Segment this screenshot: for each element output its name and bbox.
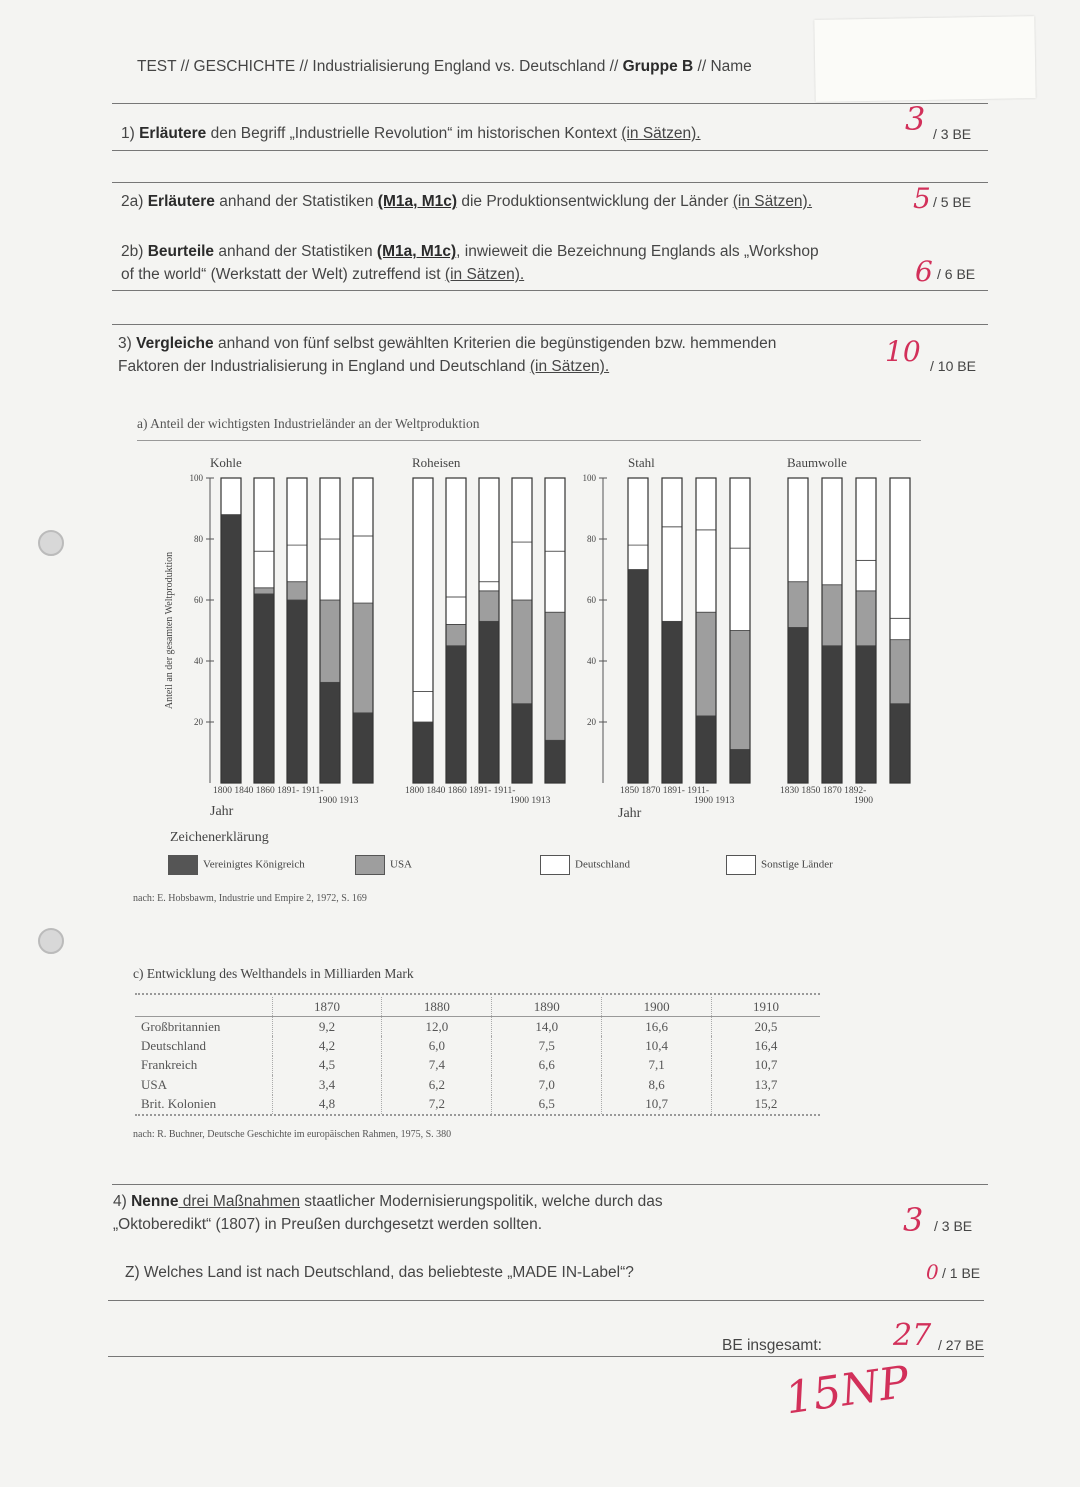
bar-segment xyxy=(446,624,466,645)
bar-segment xyxy=(890,618,910,639)
x-tick-label: 1900 1913 xyxy=(694,796,735,806)
trade-table xyxy=(135,997,820,1114)
bar-segment xyxy=(696,530,716,612)
bar-segment xyxy=(545,551,565,612)
legend-de: Deutschland xyxy=(540,855,630,875)
total-label: BE insgesamt: xyxy=(722,1337,822,1354)
bar-segment xyxy=(353,713,373,783)
name-tape xyxy=(814,16,1035,102)
table-row: Großbritannien 9,2 12,0 14,0 16,6 20,5 xyxy=(135,1017,820,1037)
bar-segment xyxy=(856,478,876,560)
legend-swatch-usa xyxy=(355,855,385,875)
task-3-max: / 10 BE xyxy=(930,358,976,374)
bar-segment xyxy=(788,478,808,582)
bar-segment xyxy=(890,640,910,704)
chart-source: nach: E. Hobsbawm, Industrie und Empire 2, 1972, S. 169 xyxy=(133,893,367,904)
trade-year: 1910 xyxy=(712,997,821,1017)
punch-hole xyxy=(38,530,64,556)
bar-segment xyxy=(788,627,808,783)
bar-segment xyxy=(254,594,274,783)
y-axis-label: Anteil an der gesamten Weltproduktion xyxy=(164,551,175,710)
bar-segment xyxy=(696,612,716,716)
bar-segment xyxy=(254,588,274,594)
bar-segment xyxy=(662,527,682,622)
bar-segment xyxy=(730,631,750,750)
bar-segment xyxy=(856,646,876,783)
legend-uk: Vereinigtes Königreich xyxy=(168,855,305,875)
bar-segment xyxy=(479,621,499,783)
bar-segment xyxy=(890,478,910,618)
group-title-roheisen: Roheisen xyxy=(412,455,461,470)
bar-segment xyxy=(730,548,750,630)
y-tick-label: 60 xyxy=(587,595,596,605)
legend-swatch-other xyxy=(726,855,756,875)
bar-segment xyxy=(413,478,433,692)
task-1: 1) Erläutere den Begriff „Industrielle Revolution“ im historischen Kontext (in Sätzen). xyxy=(121,125,701,142)
trade-title: c) Entwicklung des Welthandels in Milliarden Mark xyxy=(133,966,414,981)
bar-segment xyxy=(628,478,648,545)
bar-segment xyxy=(696,478,716,530)
bar-segment xyxy=(353,603,373,713)
legend-title: Zeichenerklärung xyxy=(170,830,269,845)
y-tick-label: 80 xyxy=(194,534,203,544)
bar-segment xyxy=(320,539,340,600)
trade-year: 1900 xyxy=(602,997,712,1017)
bar-segment xyxy=(221,515,241,783)
bar-segment xyxy=(545,612,565,740)
bar-segment xyxy=(413,722,433,783)
y-tick-label: 20 xyxy=(194,717,203,727)
bar-segment xyxy=(446,478,466,597)
y-tick-label: 20 xyxy=(587,717,596,727)
x-tick-label: 1800 1840 1860 1891- 1911- xyxy=(405,786,516,796)
bar-segment xyxy=(254,478,274,551)
bar-segment xyxy=(479,478,499,582)
task-4-score: 3 xyxy=(903,1201,924,1239)
bar-segment xyxy=(822,646,842,783)
task-z-score: 0 xyxy=(926,1260,939,1284)
table-row: Frankreich 4,5 7,4 6,6 7,1 10,7 xyxy=(135,1056,820,1076)
trade-year: 1870 xyxy=(272,997,382,1017)
bar-segment xyxy=(696,716,716,783)
task-2b-score: 6 xyxy=(915,255,933,288)
task-3: 3) Vergleiche anhand von fünf selbst gewählten Kriterien die begünstigenden bzw. hemmenden Faktoren der Industrialisierung in England und Deutschland (in Sätzen). xyxy=(118,335,777,375)
bar-segment xyxy=(287,545,307,582)
y-tick-label: 80 xyxy=(587,534,596,544)
task-4: 4) Nenne drei Maßnahmen staatlicher Modernisierungspolitik, welche durch das „Oktoberedikt“ (1807) in Preußen durchgesetzt werden sollten. xyxy=(113,1193,663,1233)
task-1-max: / 3 BE xyxy=(933,126,972,142)
legend-usa: USA xyxy=(355,855,412,875)
task-2b: 2b) Beurteile anhand der Statistiken (M1a, M1c), inwieweit die Bezeichnung Englands als „Workshop of the world“ (Werkstatt der Welt) zutreffend ist (in Sätzen). xyxy=(121,243,819,283)
legend-other: Sonstige Länder xyxy=(726,855,833,875)
bar-segment xyxy=(254,551,274,588)
y-tick-label: 40 xyxy=(194,656,203,666)
task-2a-max: / 5 BE xyxy=(933,194,972,210)
production-chart xyxy=(130,445,930,835)
bar-segment xyxy=(545,740,565,783)
bar-segment xyxy=(512,478,532,542)
bar-segment xyxy=(512,542,532,600)
task-3-score: 10 xyxy=(885,335,921,368)
task-2a: 2a) Erläutere anhand der Statistiken (M1a, M1c) die Produktionsentwicklung der Länder (in Sätzen). xyxy=(121,193,813,210)
bar-segment xyxy=(856,591,876,646)
final-grade: 15NP xyxy=(782,1356,913,1425)
x-tick-label: 1900 1913 xyxy=(318,796,359,806)
bar-segment xyxy=(730,749,750,783)
bar-segment xyxy=(822,585,842,646)
task-1-score: 3 xyxy=(905,100,926,138)
bar-segment xyxy=(730,478,750,548)
trade-table-wrap xyxy=(135,993,820,1116)
punch-hole xyxy=(38,928,64,954)
bar-segment xyxy=(512,704,532,783)
bar-segment xyxy=(353,536,373,603)
bar-segment xyxy=(479,582,499,591)
total-score: 27 xyxy=(893,1318,932,1353)
x-axis-label: Jahr xyxy=(210,804,234,819)
x-tick-label: 1850 1870 1891- 1911- xyxy=(620,786,710,796)
x-axis-label: Jahr xyxy=(618,806,642,821)
x-tick-label: 1830 1850 1870 1892- xyxy=(780,786,867,796)
x-tick-label: 1900 1913 xyxy=(510,796,551,806)
bar-segment xyxy=(545,478,565,551)
bar-segment xyxy=(788,582,808,628)
task-z-max: / 1 BE xyxy=(942,1265,981,1281)
table-row: Deutschland 4,2 6,0 7,5 10,4 16,4 xyxy=(135,1036,820,1056)
bar-segment xyxy=(320,682,340,783)
group-title-baumwolle: Baumwolle xyxy=(787,455,847,470)
table-row: Brit. Kolonien 4,8 7,2 6,5 10,7 15,2 xyxy=(135,1095,820,1115)
task-4-max: / 3 BE xyxy=(934,1218,973,1234)
bar-segment xyxy=(890,704,910,783)
bar-segment xyxy=(353,478,373,536)
y-tick-label: 100 xyxy=(582,473,596,483)
bar-segment xyxy=(221,478,241,515)
group-title-kohle: Kohle xyxy=(210,455,242,470)
bar-segment xyxy=(320,478,340,539)
y-tick-label: 60 xyxy=(194,595,203,605)
table-row: USA 3,4 6,2 7,0 8,6 13,7 xyxy=(135,1075,820,1095)
bar-segment xyxy=(320,600,340,682)
legend-swatch-de xyxy=(540,855,570,875)
bar-segment xyxy=(287,478,307,545)
x-tick-label: 1900 xyxy=(854,796,873,806)
chart-title: a) Anteil der wichtigsten Industrieländer an der Weltproduktion xyxy=(137,416,480,431)
bar-segment xyxy=(446,597,466,624)
test-header: TEST // GESCHICHTE // Industrialisierung England vs. Deutschland // Gruppe B // Name xyxy=(137,58,752,75)
trade-source: nach: R. Buchner, Deutsche Geschichte im europäischen Rahmen, 1975, S. 380 xyxy=(133,1129,452,1140)
task-2b-max: / 6 BE xyxy=(937,266,976,282)
group-title-stahl: Stahl xyxy=(628,455,655,470)
bar-segment xyxy=(446,646,466,783)
legend-swatch-uk xyxy=(168,855,198,875)
bar-segment xyxy=(512,600,532,704)
trade-year: 1890 xyxy=(492,997,602,1017)
trade-year: 1880 xyxy=(382,997,492,1017)
total-max: / 27 BE xyxy=(938,1337,984,1353)
task-z: Z) Welches Land ist nach Deutschland, das beliebteste „MADE IN-Label“? xyxy=(125,1264,634,1281)
bar-segment xyxy=(662,621,682,783)
bar-segment xyxy=(413,692,433,723)
y-tick-label: 40 xyxy=(587,656,596,666)
bar-segment xyxy=(287,600,307,783)
x-tick-label: 1800 1840 1860 1891- 1911- xyxy=(213,786,324,796)
bar-segment xyxy=(287,582,307,600)
bar-segment xyxy=(822,478,842,585)
bar-segment xyxy=(628,570,648,784)
task-2a-score: 5 xyxy=(913,182,931,215)
bar-segment xyxy=(662,478,682,527)
bar-segment xyxy=(628,545,648,569)
bar-segment xyxy=(479,591,499,622)
y-tick-label: 100 xyxy=(189,473,203,483)
bar-segment xyxy=(856,560,876,591)
